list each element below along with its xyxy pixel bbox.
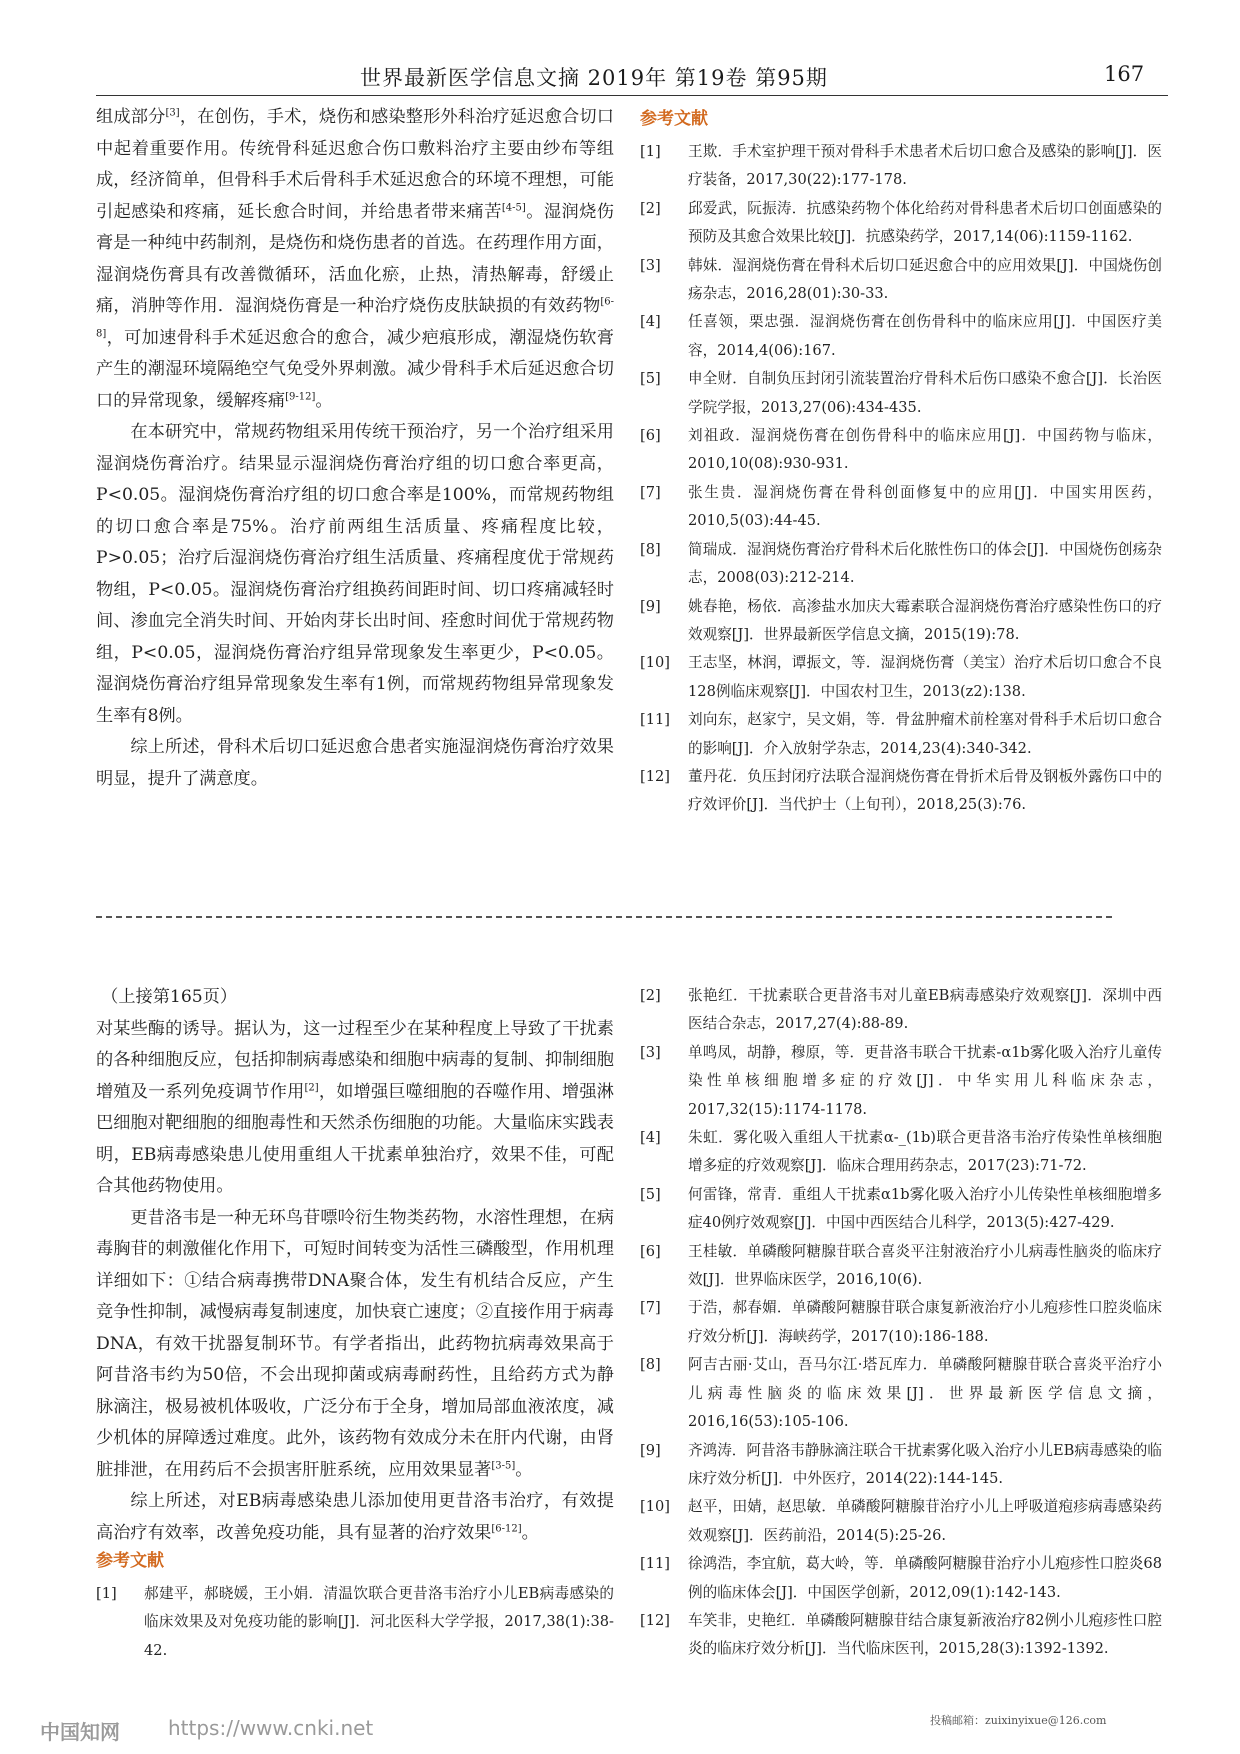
page-number: 167: [1104, 62, 1145, 86]
submission-email: 投稿邮箱：zuixinyixue@126.com: [930, 1714, 1107, 1727]
reference-item: [12] 董丹花．负压封闭疗法联合湿润烧伤膏在骨折术后骨及钢板外露伤口中的疗效评价[J]．当代护士（上旬刊），2018,25(3):76.: [640, 767, 1162, 814]
reference-item: [4] 朱虹．雾化吸入重组人干扰素α-_(1b)联合更昔洛韦治疗传染性单核细胞增多症的疗效观察[J]．临床合理用药杂志，2017(23):71-72.: [640, 1129, 1162, 1175]
reference-item: [3] 韩妹．湿润烧伤膏在骨科术后切口延迟愈合中的应用效果[J]．中国烧伤创疡杂志，2016,28(01):30-33.: [640, 256, 1162, 303]
reference-item: [2] 邱爱武，阮振涛．抗感染药物个体化给药对骨科患者术后切口创面感染的预防及其愈合效果比较[J]．抗感染药学，2017,14(06):1159-1162.: [640, 199, 1162, 246]
journal-header: 世界最新医学信息文摘 2019年 第19卷 第95期: [360, 66, 828, 90]
reference-item: [6] 王桂敏．单磷酸阿糖腺苷联合喜炎平注射液治疗小儿病毒性脑炎的临床疗效[J]．世界临床医学，2016,10(6).: [640, 1242, 1162, 1289]
reference-item: [7] 张生贵．湿润烧伤膏在骨科创面修复中的应用[J]．中国实用医药，2010,5(03):44-45.: [640, 483, 1162, 530]
reference-item: [1] 郝建平，郝晓媛，王小娟．清温饮联合更昔洛韦治疗小儿EB病毒感染的临床效果及对免疫功能的影响[J]．河北医科大学学报，2017,38(1):38-42.: [96, 1585, 614, 1659]
reference-item: [9] 姚春艳，杨依．高渗盐水加庆大霉素联合湿润烧伤膏治疗感染性伤口的疗效观察[J]．世界最新医学信息文摘，2015(19):78.: [640, 597, 1162, 643]
bottom-left-paragraph-1: 对某些酶的诱导。据认为，这一过程至少在某种程度上导致了干扰素的各种细胞反应，包括抑制病毒感染和细胞中病毒的复制、抑制细胞增殖及一系列免疫调节作用[2]，如增强巨噬细胞的吞噬作用、增强淋巴细胞对靶细胞的细胞毒性和天然杀伤细胞的功能。大量临床实践表明，EB病毒感染患儿使用重组人干扰素单独治疗，效果不佳，可配合其他药物使用。: [96, 1018, 614, 1196]
bottom-left-paragraph-3: 综上所述，对EB病毒感染患儿添加使用更昔洛韦治疗，有效提高治疗有效率，改善免疫功能，具有显著的治疗效果[6-12]。: [96, 1491, 614, 1543]
article-separator: [96, 916, 1112, 918]
reference-item: [5] 何雷锋，常青．重组人干扰素α1b雾化吸入治疗小儿传染性单核细胞增多症40例疗效观察[J]．中国中西医结合儿科学，2013(5):427-429.: [640, 1185, 1162, 1232]
reference-item: [8] 简瑞成．湿润烧伤膏治疗骨科术后化脓性伤口的体会[J]．中国烧伤创疡杂志，2008(03):212-214.: [640, 540, 1162, 587]
top-reference-list: [640, 138, 1162, 820]
reference-item: [4] 任喜领，栗忠强．湿润烧伤膏在创伤骨科中的临床应用[J]．中国医疗美容，2014,4(06):167.: [640, 313, 1162, 359]
reference-item: [7] 于浩，郝春媚．单磷酸阿糖腺苷联合康复新液治疗小儿疱疹性口腔炎临床疗效分析[J]．海峡药学，2017(10):186-188.: [640, 1299, 1162, 1345]
top-left-paragraph-3: 综上所述，骨科术后切口延迟愈合患者实施湿润烧伤膏治疗效果明显，提升了满意度。: [96, 737, 614, 789]
reference-item: [3] 单鸣凤，胡静，穆原，等．更昔洛韦联合干扰素-α1b雾化吸入治疗儿童传染性单核细胞增多症的疗效[J]．中华实用儿科临床杂志，2017,32(15):1174-1178.: [640, 1043, 1162, 1118]
continued-note: （上接第165页）: [101, 987, 238, 1007]
header-divider: [96, 95, 1168, 96]
bottom-left-column: [96, 982, 614, 1549]
reference-item: [1] 王欺．手术室护理干预对骨科手术患者术后切口愈合及感染的影响[J]．医疗装备，2017,30(22):177-178.: [640, 143, 1162, 189]
top-left-column: [96, 102, 614, 795]
top-left-paragraph-1: 组成部分[3]，在创伤，手术，烧伤和感染整形外科治疗延迟愈合切口中起着重要作用。传统骨科延迟愈合伤口敷料治疗主要由纱布等组成，经济简单，但骨科手术后骨科手术延迟愈合的环境不理想，可能引起感染和疼痛，延长愈合时间，并给患者带来痛苦[4-5]。湿润烧伤膏是一种纯中药制剂，是烧伤和烧伤患者的首选。在药理作用方面，湿润烧伤膏具有改善微循环，活血化瘀，止热，清热解毒，舒缓止痛，消肿等作用．湿润烧伤膏是一种治疗烧伤皮肤缺损的有效药物[6-8]，可加速骨科手术延迟愈合的愈合，减少疤痕形成，潮湿烧伤软膏产生的潮湿环境隔绝空气免受外界刺激。减少骨科手术后延迟愈合切口的异常现象，缓解疼痛[9-12]。: [96, 107, 614, 411]
bottom-left-reference-list: [96, 1580, 614, 1665]
reference-item: [9] 齐鸿涛．阿昔洛韦静脉滴注联合干扰素雾化吸入治疗小儿EB病毒感染的临床疗效分析[J]．中外医疗，2014(22):144-145.: [640, 1441, 1162, 1487]
reference-item: [8] 阿吉古丽·艾山，吾马尔江·塔瓦库力．单磷酸阿糖腺苷联合喜炎平治疗小儿病毒性脑炎的临床效果[J]．世界最新医学信息文摘，2016,16(53):105-106.: [640, 1356, 1162, 1431]
top-left-paragraph-2: 在本研究中，常规药物组采用传统干预治疗，另一个治疗组采用湿润烧伤膏治疗。结果显示湿润烧伤膏治疗组的切口愈合率更高，P<0.05。湿润烧伤膏治疗组的切口愈合率是100%，而常规药物组的切口愈合率是75%。治疗前两组生活质量、疼痛程度比较，P>0.05；治疗后湿润烧伤膏治疗组生活质量、疼痛程度优于常规药物组，P<0.05。湿润烧伤膏治疗组换药间距时间、切口疼痛减轻时间、渗血完全消失时间、开始肉芽长出时间、痊愈时间优于常规药物组，P<0.05，湿润烧伤膏治疗组异常现象发生率更少，P<0.05。湿润烧伤膏治疗组异常现象发生率有1例，而常规药物组异常现象发生率有8例。: [96, 422, 614, 726]
reference-item: [6] 刘祖政．湿润烧伤膏在创伤骨科中的临床应用[J]．中国药物与临床，2010,10(08):930-931.: [640, 427, 1162, 473]
reference-item: [12] 车笑非，史艳红．单磷酸阿糖腺苷结合康复新液治疗82例小儿疱疹性口腔炎的临床疗效分析[J]．当代临床医刊，2015,28(3):1392-1392.: [640, 1611, 1162, 1658]
cnki-url-link[interactable]: https://www.cnki.net: [168, 1716, 374, 1740]
reference-item: [10] 赵平，田婧，赵思敏．单磷酸阿糖腺苷治疗小儿上呼吸道疱疹病毒感染药效观察[J]．医药前沿，2014(5):25-26.: [640, 1498, 1162, 1544]
bottom-right-reference-list: [640, 982, 1162, 1664]
reference-item: [2] 张艳红．干扰素联合更昔洛韦对儿童EB病毒感染疗效观察[J]．深圳中西医结合杂志，2017,27(4):88-89.: [640, 987, 1162, 1033]
references-heading-bottom: 参考文献: [96, 1551, 164, 1571]
reference-item: [11] 刘向东，赵家宁，吴文娟，等．骨盆肿瘤术前栓塞对骨科手术后切口愈合的影响[J]．介入放射学杂志，2014,23(4):340-342.: [640, 711, 1162, 757]
cnki-logo: 中国知网: [40, 1720, 120, 1744]
reference-item: [11] 徐鸿浩，李宜航，葛大岭，等．单磷酸阿糖腺苷治疗小儿疱疹性口腔炎68例的临床体会[J]．中国医学创新，2012,09(1):142-143.: [640, 1555, 1162, 1601]
references-heading-top: 参考文献: [640, 109, 708, 129]
reference-item: [10] 王志坚，林润，谭振文，等．湿润烧伤膏（美宝）治疗术后切口愈合不良128例临床观察[J]．中国农村卫生，2013(z2):138.: [640, 654, 1162, 700]
reference-item: [5] 申全财．自制负压封闭引流装置治疗骨科术后伤口感染不愈合[J]．长治医学院学报，2013,27(06):434-435.: [640, 370, 1162, 416]
bottom-left-paragraph-2: 更昔洛韦是一种无环鸟苷嘌呤衍生物类药物，水溶性理想，在病毒胸苷的刺激催化作用下，可短时间转变为活性三磷酸型，作用机理详细如下：①结合病毒携带DNA聚合体，发生有机结合反应，产生竞争性抑制，减慢病毒复制速度，加快衰亡速度；②直接作用于病毒DNA，有效干扰器复制环节。有学者指出，此药物抗病毒效果高于阿昔洛韦约为50倍，不会出现抑菌或病毒耐药性，且给药方式为静脉滴注，极易被机体吸收，广泛分布于全身，增加局部血液浓度，减少机体的屏障透过难度。此外，该药物有效成分未在肝内代谢，由肾脏排泄，在用药后不会损害肝脏系统，应用效果显著[3-5]。: [96, 1207, 614, 1480]
